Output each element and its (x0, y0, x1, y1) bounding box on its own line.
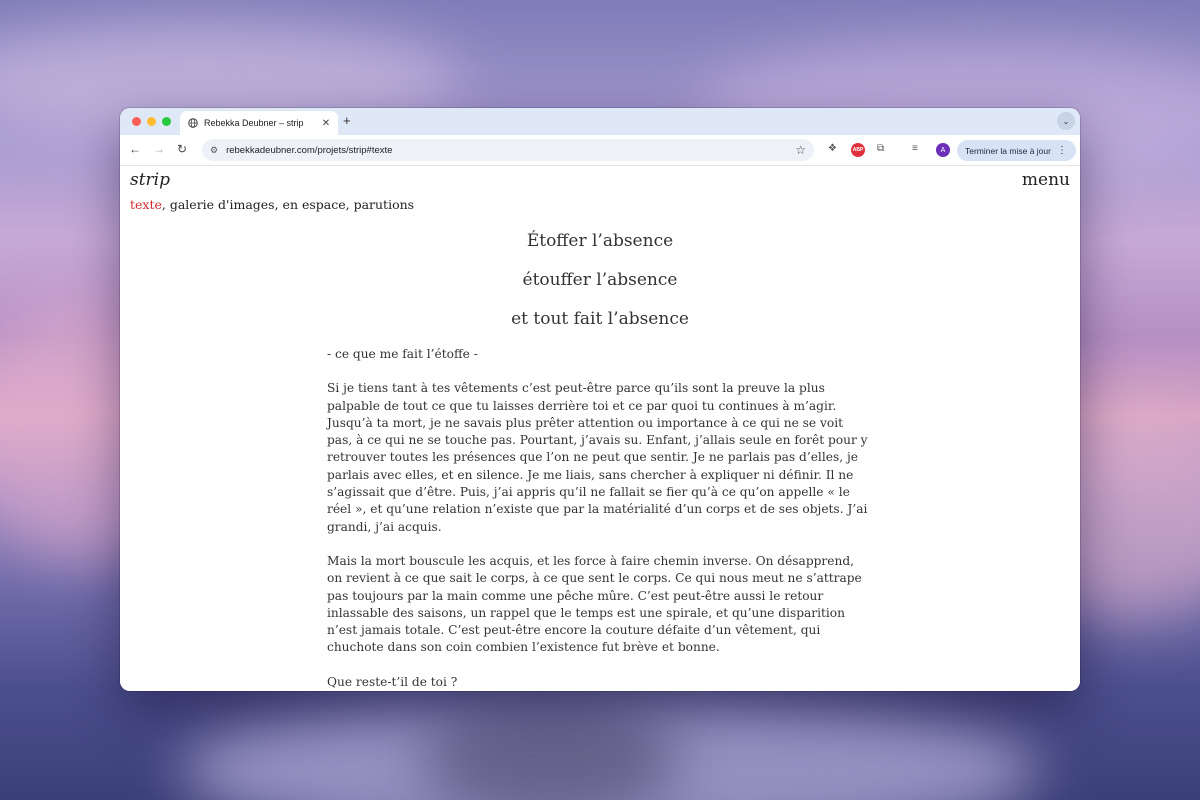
tab-bar (120, 108, 1080, 135)
reading-list-icon[interactable]: ≡ (912, 143, 918, 154)
update-button-label: Terminer la mise à jour (965, 145, 1051, 156)
maximize-window-button[interactable] (162, 117, 171, 126)
project-subnav (130, 197, 414, 212)
url-text[interactable]: rebekkadeubner.com/projets/strip#texte (226, 144, 393, 156)
address-bar[interactable] (202, 139, 814, 161)
article-paragraph: - ce que me fait l’étoffe - (327, 347, 478, 361)
browser-toolbar (120, 135, 1080, 166)
web-page (120, 166, 1080, 691)
tab-title: Rebekka Deubner – strip (204, 118, 304, 128)
tab-search-chevron-icon[interactable]: ⌄ (1057, 112, 1075, 130)
subnav-texte-link[interactable]: texte (130, 197, 162, 212)
dropbox-extension-icon[interactable]: ❖ (828, 143, 837, 154)
back-arrow-icon[interactable]: ← (129, 142, 141, 156)
article-heading-3: et tout fait l’absence (511, 309, 689, 329)
reload-icon[interactable]: ↻ (177, 142, 188, 156)
window-controls (132, 117, 171, 126)
forward-arrow-icon[interactable]: → (153, 142, 165, 156)
site-settings-icon[interactable]: ⚙ (210, 144, 219, 155)
article-paragraph: Que reste-t’il de toi ? (327, 674, 458, 689)
extensions-puzzle-icon[interactable]: ⧉ (877, 143, 885, 154)
article-heading-2: étouffer l’absence (522, 270, 678, 290)
more-vertical-icon: ⋮ (1056, 145, 1067, 156)
minimize-window-button[interactable] (147, 117, 156, 126)
globe-icon (188, 118, 198, 128)
profile-avatar[interactable]: A (936, 143, 950, 157)
new-tab-button[interactable]: + (343, 113, 351, 128)
browser-window (120, 108, 1080, 691)
article-heading-1: Étoffer l’absence (526, 231, 674, 251)
update-button[interactable] (957, 140, 1076, 161)
close-window-button[interactable] (132, 117, 141, 126)
site-title-link[interactable]: strip (130, 170, 171, 190)
active-tab[interactable] (180, 111, 338, 135)
article-paragraph: Si je tiens tant à tes vêtements c’est peut-être parce qu’ils sont la preuve la plus palpable de tout ce que tu laisses derrière toi et ce par quoi tu continues à m’agir. Jusqu’à ta mort, je ne savais plus prêter attention ou importance à ce qui ne se voit pas, à ce qui ne se touche pas. Pourtant, j’avais su. Enfant, j’allais seule en forêt pour y retrouver toutes les présences que l’on ne peut que sentir. Je ne parlais pas d’elles, je parlais avec elles, et en silence. Je me liais, sans chercher à expliquer ni définir. Il ne s’agissait que d’être. Puis, j’ai appris qu’il ne fallait se fier qu’à ce qu’on appelle « le réel », et qu’une relation n’existe que par la matérialité d’un corps et de ses objets. J’ai grandi, j’ai acquis. (327, 381, 868, 534)
article-paragraph: Mais la mort bouscule les acquis, et les force à faire chemin inverse. On désapprend, on revient à ce que sait le corps, à ce que sent le corps. Ce qui nous meut ne s’attrape pas toujours par la main comme une pêche mûre. C’est peut-être aussi le retour inlassable des saisons, un rappel que le temps est une spirale, et qu’une disparition n’est jamais totale. C’est peut-être encore la couture défaite d’un vêtement, qui chuchote dans son coin combien l’existence fut brève et bonne. (327, 553, 862, 655)
close-tab-icon[interactable]: ✕ (321, 117, 331, 129)
bookmark-star-icon[interactable]: ☆ (795, 143, 806, 157)
menu-link[interactable]: menu (1021, 170, 1070, 190)
article-body (327, 346, 872, 691)
subnav-other-links[interactable]: , galerie d'images, en espace, parutions (161, 197, 415, 212)
adblock-extension-icon[interactable]: ABP (851, 143, 865, 157)
